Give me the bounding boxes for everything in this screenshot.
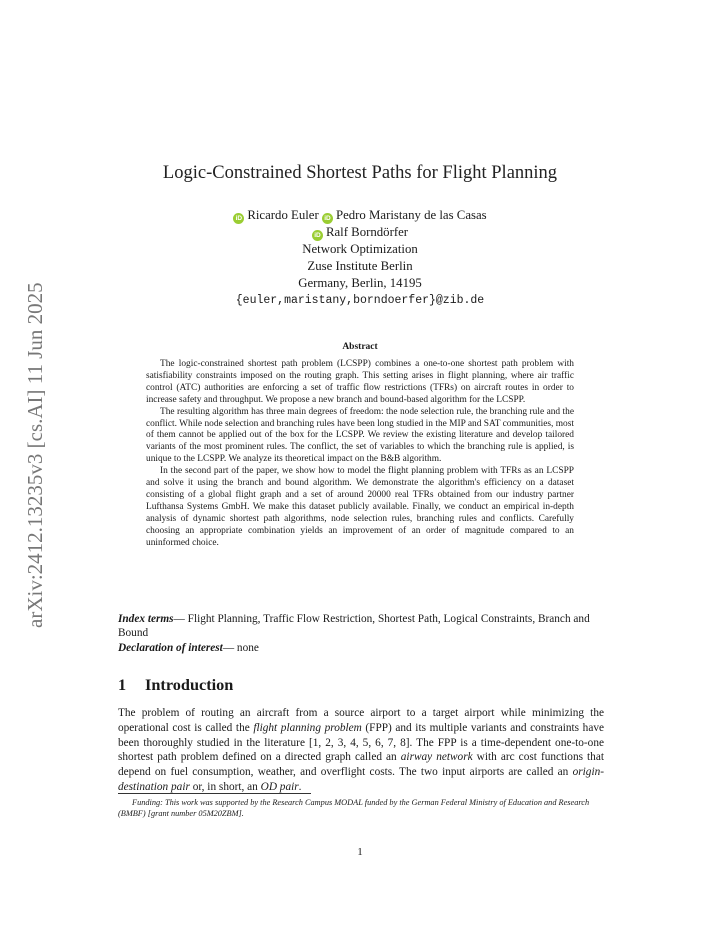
author-line-2 (118, 224, 602, 241)
abstract-paragraph: The resulting algorithm has three main degrees of freedom: the node selection rule, the branching rule and the conflict. While node selection and branching rules have been long studied in the MIP and SAT communities, most of them cannot be applied out of the box for the LCSPP. We review the existing literature and develop tailored variants of the most prominent rules. The conflict, the set of variables to which the branching rule is applied, is unique to the LCSPP. We analyze its theoretical impact on the B&B algorithm. (146, 406, 574, 465)
author-block (118, 207, 602, 309)
section-number: 1 (118, 675, 127, 694)
abstract-paragraph: In the second part of the paper, we show how to model the flight planning problem with TFRs as an LCSPP and solve it using the branch and bound algorithm. We demonstrate the algorithm's efficiency on a dataset consisting of a global flight graph and a set of around 20000 real TFRs obtained from our industry partner Lufthansa Systems GmbH. We make this dataset publicly available. Finally, we conduct an empirical in-depth analysis of dynamic shortest path algorithms, node selection rules, branching rules and conflicts. Carefully choosing an appropriate combination yields an improvement of an order of magnitude compared to an uninformed choice. (146, 466, 574, 548)
intro-body (118, 706, 604, 795)
orcid-icon[interactable]: iD (312, 230, 323, 241)
footnote-rule (118, 793, 311, 794)
author-name: Ricardo Euler (247, 208, 319, 222)
orcid-icon[interactable]: iD (233, 213, 244, 224)
intro-text: with arc cost functions that depend on fuel consumption, weather, and overflight costs. The two input airports are called an (118, 751, 604, 779)
section-title: Introduction (145, 675, 234, 694)
intro-text: . (298, 780, 302, 793)
intro-emphasis: OD pair (260, 780, 299, 793)
author-name: Pedro Maristany de las Casas (335, 208, 487, 222)
author-line-1 (118, 207, 602, 224)
affiliation-line: Germany, Berlin, 14195 (298, 276, 422, 290)
declaration-label: Declaration of interest (118, 641, 223, 654)
paper-title: Logic-Constrained Shortest Paths for Flight Planning (162, 163, 558, 183)
index-terms-text: — Flight Planning, Traffic Flow Restriction, Shortest Path, Logical Constraints, Branch and Bound (118, 613, 590, 640)
index-terms-label: Index terms (118, 613, 174, 625)
declaration-text: — none (222, 641, 259, 654)
intro-text: or, in short, an (189, 780, 261, 793)
abstract-heading: Abstract (342, 342, 378, 352)
intro-emphasis: origin-destination pair (118, 766, 604, 793)
page-number: 1 (357, 846, 363, 858)
author-email[interactable]: {euler,maristany,borndoerfer}@zib.de (235, 294, 485, 307)
intro-emphasis: flight planning problem (253, 721, 362, 734)
funding-footnote (118, 797, 604, 819)
abstract-body (146, 359, 574, 550)
intro-text: (FPP) and its multiple variants and constraints have been thoroughly studied in the literature [1, 2, 3, 4, 5, 6, 7, 8]. The FPP is a time-dependent one-to-one shortest path problem defined on a directed graph called an (118, 721, 604, 764)
section-heading (118, 675, 233, 695)
affiliation-line: Zuse Institute Berlin (307, 259, 413, 273)
abstract-paragraph: The logic-constrained shortest path problem (LCSPP) combines a one-to-one shortest path problem with satisfiability constraints imposed on the routing graph. This setting arises in flight planning, where air traffic control (ATC) authorities are enforcing a set of traffic flow restrictions (TFRs) on aircraft routes in order to increase safety and throughput. We propose a new branch and bound-based algorithm for the LCSPP. (146, 359, 574, 405)
affiliation-line: Network Optimization (302, 242, 418, 256)
author-name: Ralf Borndörfer (325, 225, 409, 239)
footnote-text: Funding: This work was supported by the Research Campus MODAL funded by the German Federal Ministry of Education and Research (BMBF) [grant number 05M20ZBM]. (118, 798, 590, 818)
intro-paragraph (118, 706, 604, 795)
intro-emphasis: airway network (400, 751, 473, 764)
orcid-icon[interactable]: iD (322, 213, 333, 224)
index-terms (118, 612, 604, 641)
keywords-block (118, 612, 604, 655)
declaration (118, 641, 604, 655)
intro-text: The problem of routing an aircraft from a source airport to a target airport while minimizing the operational cost is called the (118, 707, 604, 734)
arxiv-identifier: arXiv:2412.13235v3 [cs.AI] 11 Jun 2025 (23, 282, 47, 628)
